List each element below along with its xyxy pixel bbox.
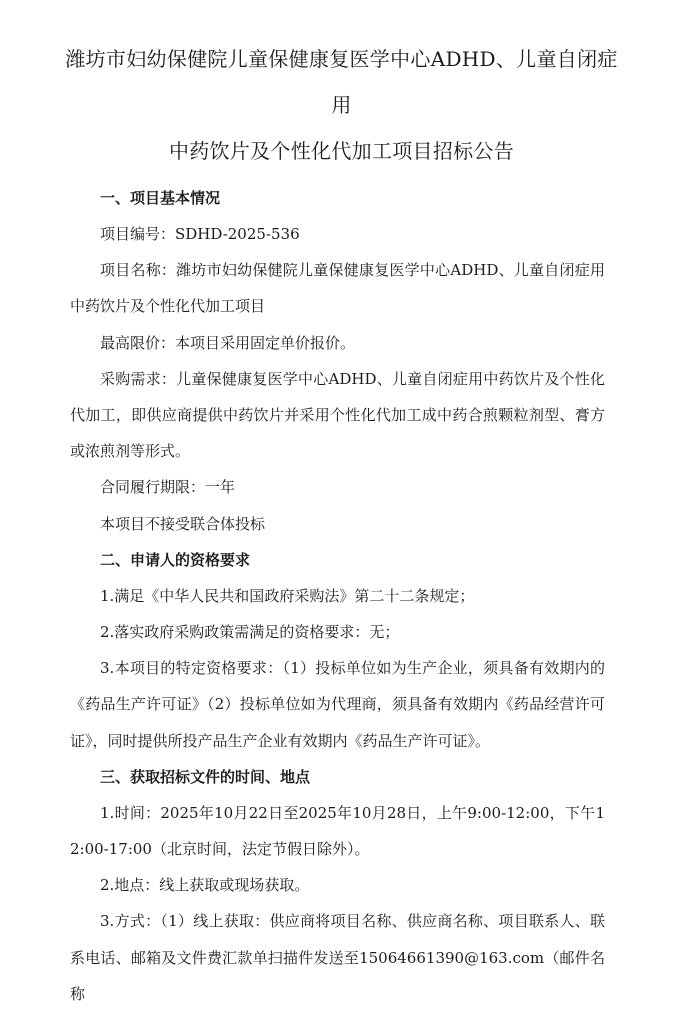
qualification-item-2: 2.落实政府采购政策需满足的资格要求：无；	[100, 623, 400, 642]
project-number: 项目编号：SDHD-2025-536	[100, 225, 300, 243]
contract-period: 合同履行期限：一年	[100, 478, 236, 497]
obtain-method: 3.方式：（1）线上获取：供应商将项目名称、供应商名称、项目联系人、联系电话、邮箱及文件费汇款单扫描件发送至15064661390@163.com（邮件名称	[70, 912, 605, 1003]
document-title	[64, 36, 619, 174]
section-heading-obtain: 三、获取招标文件的时间、地点	[100, 767, 311, 786]
consortium-note: 本项目不接受联合体投标	[100, 514, 266, 533]
project-name: 项目名称：潍坊市妇幼保健院儿童保健康复医学中心ADHD、儿童自闭症用中药饮片及个性化代加工项目	[70, 261, 605, 316]
qualification-item-3: 3.本项目的特定资格要求：（1）投标单位如为生产企业，须具备有效期内的《药品生产许可证》（2）投标单位如为代理商，须具备有效期内《药品经营许可证》，同时提供所投产品生产企业有效期内《药品生产许可证》。	[70, 659, 605, 750]
obtain-time: 1.时间：2025年10月22日至2025年10月28日，上午9:00-12:00，下午12:00-17:00（北京时间，法定节假日除外）。	[70, 803, 605, 859]
qualification-item-1: 1.满足《中华人民共和国政府采购法》第二十二条规定；	[100, 586, 475, 605]
section-heading-basic: 一、项目基本情况	[100, 189, 221, 207]
title-line-2: 中药饮片及个性化代加工项目招标公告	[168, 139, 515, 163]
section-heading-qualification: 二、申请人的资格要求	[100, 550, 251, 569]
procurement-demand: 采购需求：儿童保健康复医学中心ADHD、儿童自闭症用中药饮片及个性化代加工，即供应商提供中药饮片并采用个性化代加工成中药合煎颗粒剂型、膏方或浓煎剂等形式。	[70, 369, 605, 461]
obtain-place: 2.地点：线上获取或现场获取。	[100, 876, 310, 895]
max-price: 最高限价：本项目采用固定单价报价。	[100, 333, 356, 352]
title-line-1: 潍坊市妇幼保健院儿童保健康复医学中心ADHD、儿童自闭症用	[65, 47, 618, 117]
